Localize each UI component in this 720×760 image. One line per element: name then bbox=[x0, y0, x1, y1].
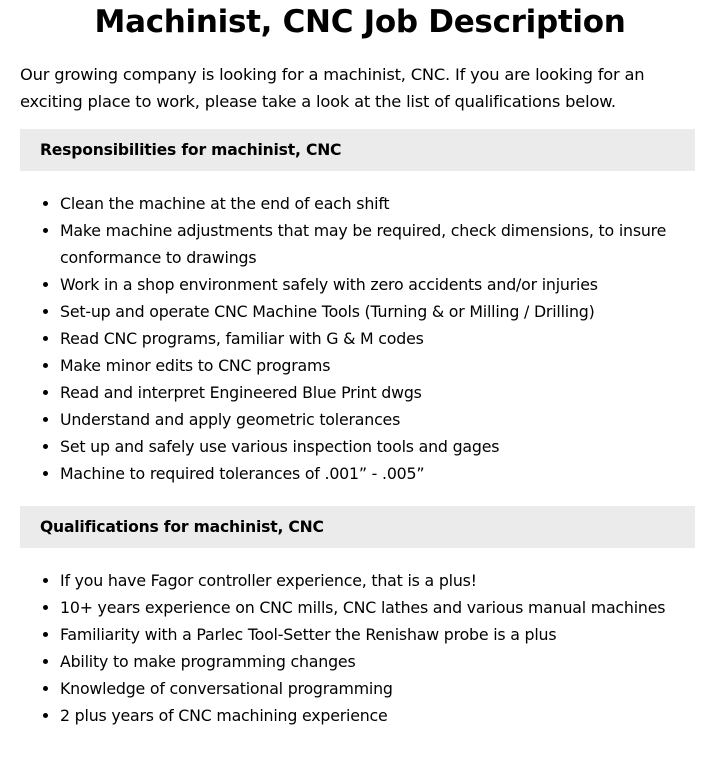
list-item: • Work in a shop environment safely with zero accidents and/or injuries bbox=[60, 271, 710, 298]
list-item: • 10+ years experience on CNC mills, CNC lathes and various manual machines bbox=[60, 594, 710, 621]
list-item: • Set up and safely use various inspection tools and gages bbox=[60, 433, 710, 460]
list-item: • Familiarity with a Parlec Tool-Setter the Renishaw probe is a plus bbox=[60, 621, 710, 648]
list-item: • Ability to make programming changes bbox=[60, 648, 710, 675]
list-item: • Read and interpret Engineered Blue Print dwgs bbox=[60, 379, 710, 406]
responsibilities-heading: Responsibilities for machinist, CNC bbox=[20, 129, 695, 171]
list-item: • Make machine adjustments that may be required, check dimensions, to insure conformance to drawings bbox=[60, 217, 710, 271]
page-title: Machinist, CNC Job Description bbox=[94, 4, 626, 40]
list-item: • Machine to required tolerances of .001” - .005” bbox=[60, 460, 710, 487]
list-item: • Read CNC programs, familiar with G & M codes bbox=[60, 325, 710, 352]
list-item: • Understand and apply geometric tolerances bbox=[60, 406, 710, 433]
list-item: • Knowledge of conversational programming bbox=[60, 675, 710, 702]
responsibilities-list bbox=[20, 190, 710, 487]
qualifications-heading: Qualifications for machinist, CNC bbox=[20, 506, 695, 548]
list-item: • Clean the machine at the end of each shift bbox=[60, 190, 710, 217]
list-item: • Make minor edits to CNC programs bbox=[60, 352, 710, 379]
list-item: • 2 plus years of CNC machining experience bbox=[60, 702, 710, 729]
list-item: • Set-up and operate CNC Machine Tools (Turning & or Milling / Drilling) bbox=[60, 298, 710, 325]
intro-paragraph: Our growing company is looking for a machinist, CNC. If you are looking for an exciting place to work, please take a look at the list of qualifications below. bbox=[20, 65, 645, 111]
qualifications-list bbox=[20, 567, 710, 729]
list-item: • If you have Fagor controller experience, that is a plus! bbox=[60, 567, 710, 594]
